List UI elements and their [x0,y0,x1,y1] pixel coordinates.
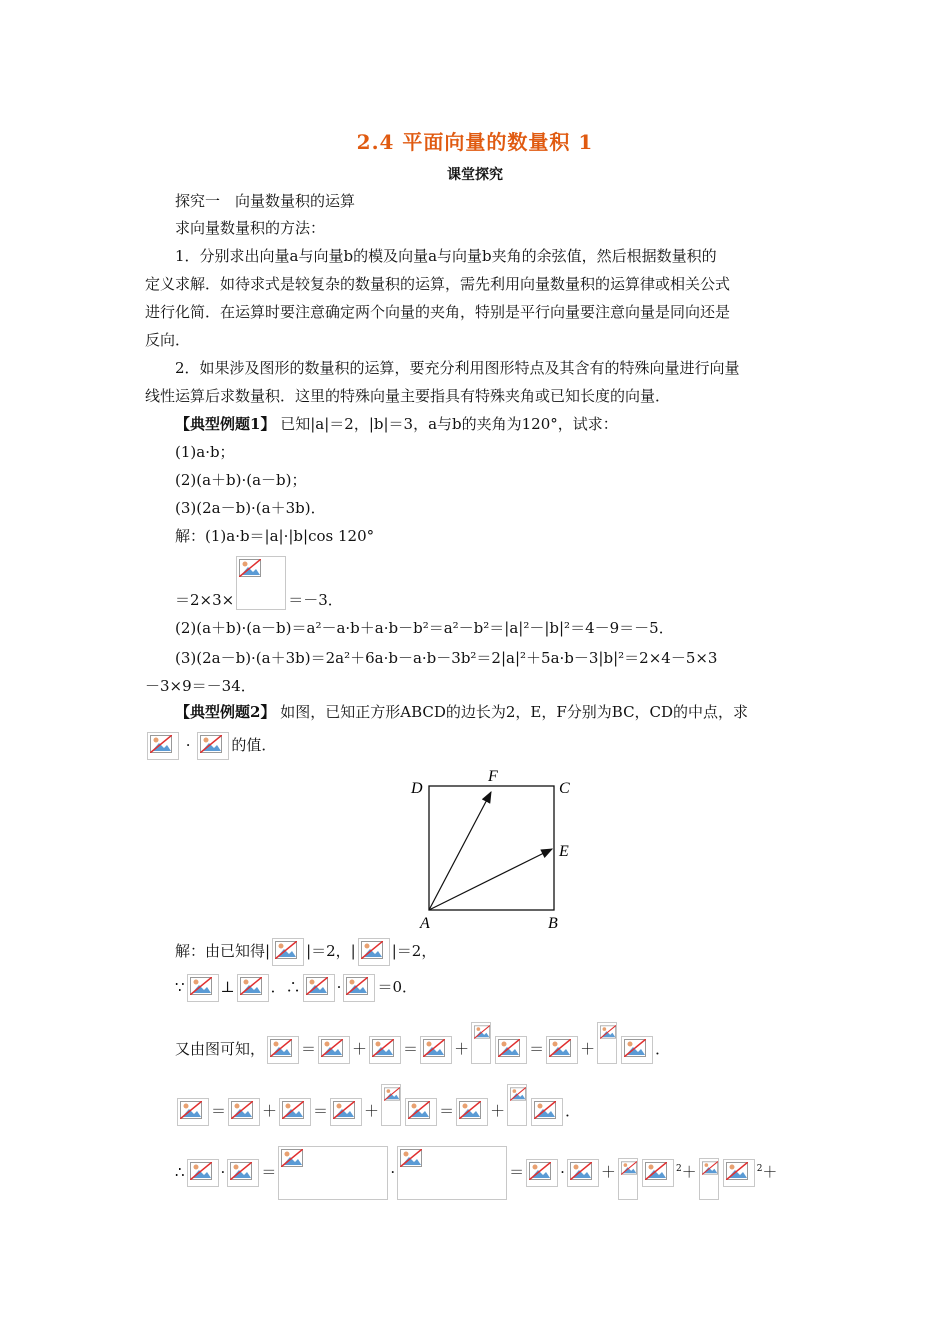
vector-image-icon [228,1098,260,1126]
dot-operator: · [185,736,191,754]
plus: ＋ [762,1163,778,1181]
example1-solution-3a: (3)(2a－b)·(a＋3b)＝2a²＋6a·b－a·b－3b²＝2|a|²＋5a·b－3|b|²＝2×4－5×3 [175,649,718,667]
label-e: E [559,843,569,860]
example2-head: 【典型例题2】 [175,703,276,721]
equals: ＝ [211,1102,227,1120]
vector-image-icon [526,1159,558,1187]
vector-image-icon [405,1098,437,1126]
plus: ＋ [490,1102,506,1120]
equals: ＝ [439,1102,455,1120]
label-c: C [559,780,570,797]
example1-solution-3b: －3×9＝－34． [145,677,256,695]
square-figure [400,764,600,934]
period: ． [655,1040,671,1058]
vector-image-icon [197,732,229,760]
example1-q2: (2)(a＋b)·(a－b)； [175,471,307,489]
example2-tail-line [145,732,276,760]
section-subtitle: 课堂探究 [447,167,503,183]
fraction-image-icon [597,1022,617,1064]
equals: ＝ [261,1163,277,1181]
superscript-2: 2 [675,1164,682,1174]
solution2-line-5 [175,1146,777,1200]
vector-image-icon [147,732,179,760]
vector-image-icon [621,1036,653,1064]
equals: ＝ [403,1040,419,1058]
solution2-line-1 [175,938,436,966]
example1-statement [175,414,618,434]
dot-operator: · [336,978,342,996]
vector-image-icon [343,974,375,1002]
dot-operator: · [220,1163,226,1181]
example1-solution-1b [175,556,343,610]
equals: ＝ [301,1040,317,1058]
vector-image-icon [267,1036,299,1064]
equals: ＝ [509,1163,525,1181]
vector-image-icon [318,1036,350,1064]
vector-ae [429,849,552,910]
vector-image-icon [495,1036,527,1064]
vector-image-icon [642,1159,674,1187]
text: |＝2， [391,942,437,960]
vector-image-icon [177,1098,209,1126]
vector-image-icon [546,1036,578,1064]
vector-image-icon [330,1098,362,1126]
p1-line-2: 定义求解．如待求式是较复杂的数量积的运算，需先利用向量数量积的运算律或相关公式 [145,275,731,293]
expression-image-icon [278,1146,388,1200]
p1-line-1: 1．分别求出向量a与向量b的模及向量a与向量b夹角的余弦值，然后根据数量积的 [175,247,717,265]
example1-solution-2: (2)(a＋b)·(a－b)＝a²－a·b＋a·b－b²＝a²－b²＝|a|²－|b|²＝4－9＝－5． [175,619,674,637]
label-b: B [548,915,558,932]
example1-head: 【典型例题1】 [175,415,276,433]
plus: ＋ [580,1040,596,1058]
example2-tail: 的值． [231,736,277,754]
s1b-pre: ＝2×3× [175,591,235,609]
equals: ＝ [313,1102,329,1120]
example1-q1: (1)a·b； [175,443,235,461]
p1-line-4: 反向． [145,331,191,349]
therefore-symbol: ∴ [175,1163,185,1181]
plus: ＋ [600,1163,616,1181]
text: |＝2，| [306,942,356,960]
fraction-image-icon [381,1084,401,1126]
fraction-image-icon [699,1158,719,1200]
vector-image-icon [369,1036,401,1064]
vector-image-icon [272,938,304,966]
period: ． [565,1102,581,1120]
s1b-post: ＝－3． [288,591,343,609]
expression-image-icon [397,1146,507,1200]
vector-image-icon [723,1159,755,1187]
method-intro: 求向量数量积的方法： [175,219,326,237]
vector-image-icon [358,938,390,966]
example1-solution-1a: 解：(1)a·b＝|a|·|b|cos 120° [175,527,375,545]
vector-image-icon [531,1098,563,1126]
solution2-line-3 [175,1022,670,1064]
fraction-image-icon [471,1022,491,1064]
fraction-image-icon [236,556,286,610]
vector-image-icon [456,1098,488,1126]
p2-line-1: 2．如果涉及图形的数量积的运算，要充分利用图形特点及其含有的特殊向量进行向量 [175,359,740,377]
example2-statement [175,702,748,722]
plus: ＋ [352,1040,368,1058]
therefore-symbol: ．∴ [270,978,301,996]
vector-image-icon [567,1159,599,1187]
superscript-2: 2 [756,1164,763,1174]
label-d: D [411,780,423,797]
plus: ＋ [681,1163,697,1181]
equals: ＝ [529,1040,545,1058]
because-symbol: ∵ [175,978,185,996]
text: 又由图可知， [175,1040,266,1058]
dot-operator: · [390,1163,396,1181]
plus: ＋ [262,1102,278,1120]
section-heading: 探究一 向量数量积的运算 [175,192,356,210]
example1-q3: (3)(2a－b)·(a＋3b)． [175,499,326,517]
fraction-image-icon [618,1158,638,1200]
example1-text: 已知|a|＝2，|b|＝3，a与b的夹角为120°，试求： [280,415,618,433]
vector-image-icon [303,974,335,1002]
vector-af [429,792,491,910]
plus: ＋ [364,1102,380,1120]
text: ＝0． [377,978,417,996]
vector-image-icon [279,1098,311,1126]
p1-line-3: 进行化简．在运算时要注意确定两个向量的夹角，特别是平行向量要注意向量是同向还是 [145,303,731,321]
square-abcd [429,786,554,910]
perp-symbol: ⊥ [220,978,235,996]
dot-operator: · [560,1163,565,1181]
vector-image-icon [420,1036,452,1064]
fraction-image-icon [507,1084,527,1126]
document-title: 2.4 平面向量的数量积 1 [356,130,594,154]
vector-image-icon [227,1159,259,1187]
label-a: A [420,915,430,932]
example2-text: 如图，已知正方形ABCD的边长为2，E，F分别为BC，CD的中点，求 [280,703,749,721]
vector-image-icon [187,974,219,1002]
vector-image-icon [237,974,269,1002]
label-f: F [488,768,498,785]
plus: ＋ [454,1040,470,1058]
vector-image-icon [187,1159,219,1187]
solution2-line-2 [175,974,417,1002]
p2-line-2: 线性运算后求数量积．这里的特殊向量主要指具有特殊夹角或已知长度的向量． [145,387,671,405]
solution2-line-4 [175,1084,580,1126]
text: 解：由已知得| [175,942,271,960]
